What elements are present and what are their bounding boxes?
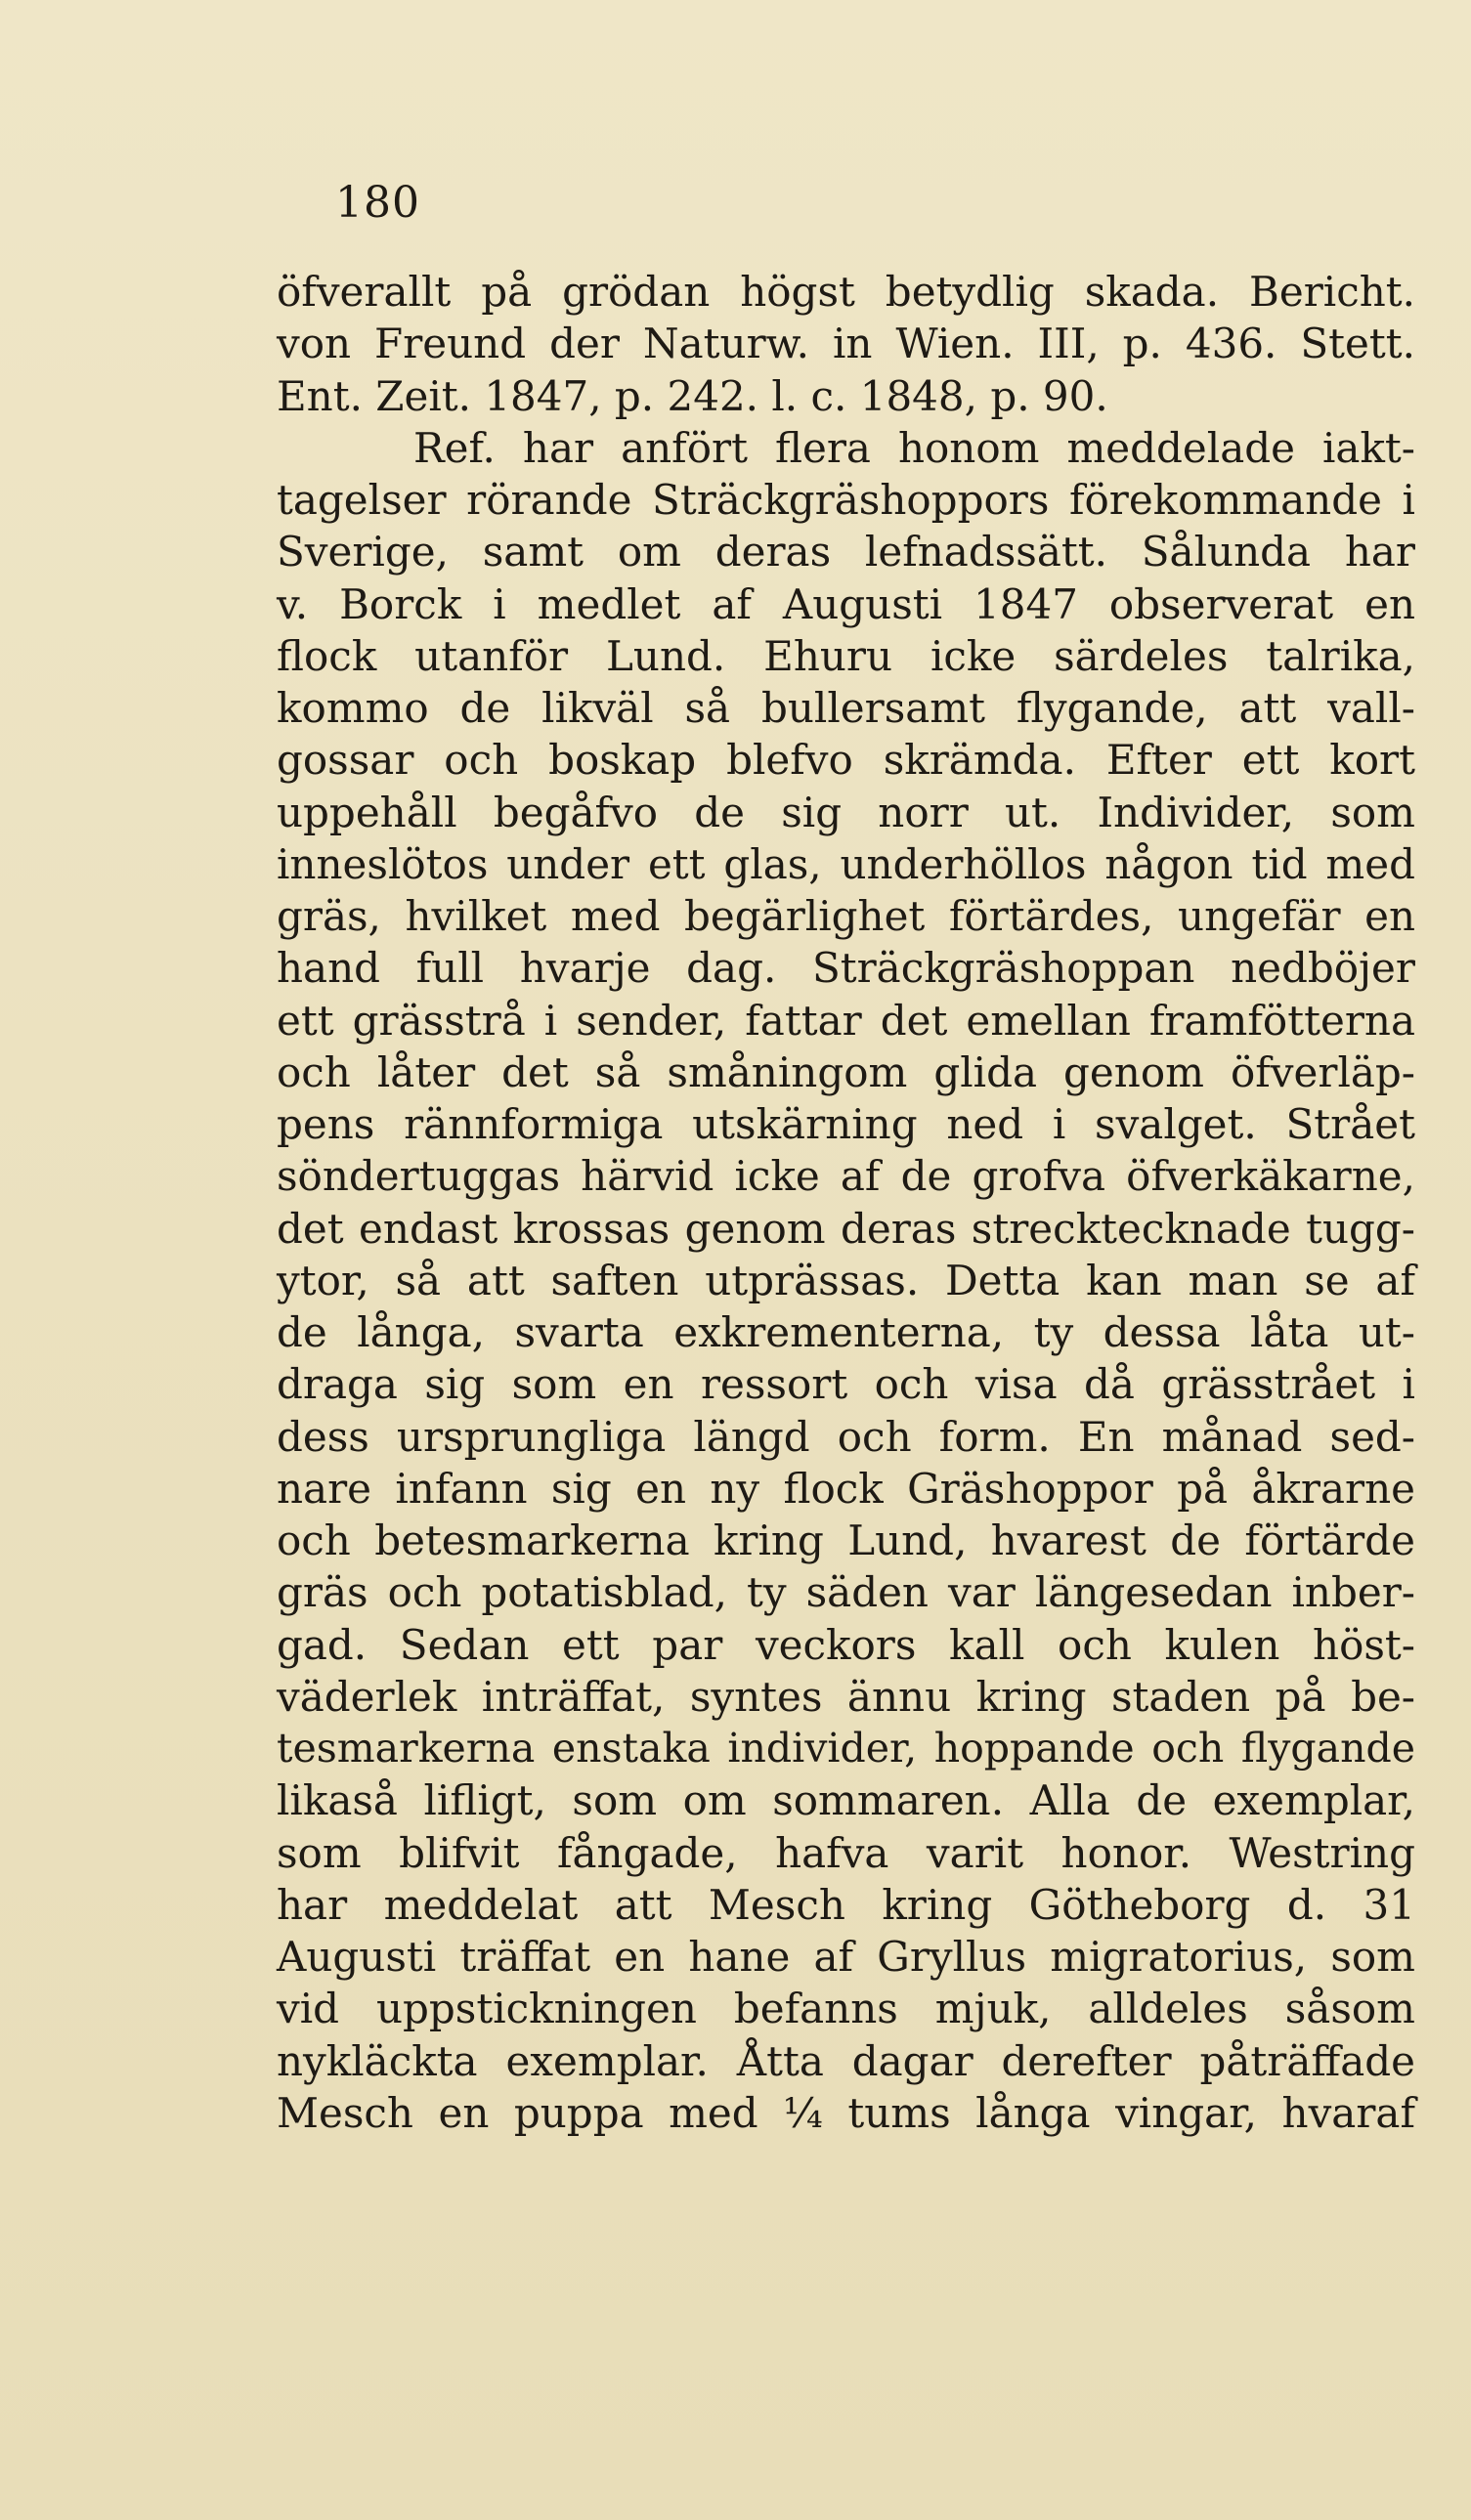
text-line: dess ursprungliga längd och form. En månad sed- (277, 1412, 1415, 1461)
page-number: 180 (335, 178, 420, 228)
text-line: kommo de likväl så bullersamt flygande, att vall- (277, 684, 1415, 732)
text-line: gad. Sedan ett par veckors kall och kulen höst- (277, 1620, 1415, 1669)
text-line: Ref. har anfört flera honom meddelade iakt- (413, 423, 1415, 472)
body-text (277, 266, 1415, 2139)
text-line: det endast krossas genom deras strecktecknade tugg- (277, 1204, 1415, 1253)
text-line: och låter det så småningom glida genom öfverläp- (277, 1047, 1415, 1096)
text-line: Augusti träffat en hane af Gryllus migratorius, som (277, 1933, 1415, 1981)
text-line: Mesch en puppa med ¼ tums långa vingar, hvaraf (277, 2088, 1415, 2137)
text-line: nykläckta exemplar. Åtta dagar derefter påträffade (277, 2036, 1415, 2085)
text-line: de långa, svarta exkrementerna, ty dessa låta ut- (277, 1308, 1415, 1356)
text-line: draga sig som en ressort och visa då grässtrået i (277, 1360, 1415, 1409)
text-line: flock utanför Lund. Ehuru icke särdeles talrika, (277, 631, 1415, 680)
text-line: gräs och potatisblad, ty säden var längesedan inber- (277, 1568, 1415, 1617)
text-line: likaså lifligt, som om sommaren. Alla de exemplar, (277, 1776, 1415, 1825)
text-line: och betesmarkerna kring Lund, hvarest de förtärde (277, 1516, 1415, 1564)
text-line: vid uppstickningen befanns mjuk, alldeles såsom (277, 1985, 1415, 2033)
text-line: Sverige, samt om deras lefnadssätt. Sålunda har (277, 528, 1415, 577)
text-line: von Freund der Naturw. in Wien. III, p. 436. Stett. (277, 320, 1415, 368)
text-line: inneslötos under ett glas, underhöllos någon tid med (277, 839, 1415, 888)
text-line: uppehåll begåfvo de sig norr ut. Individer, som (277, 788, 1415, 836)
text-line: pens rännformiga utskärning ned i svalget. Strået (277, 1100, 1415, 1148)
text-line: söndertuggas härvid icke af de grofva öfverkäkarne, (277, 1152, 1415, 1201)
text-line: v. Borck i medlet af Augusti 1847 observerat en (277, 579, 1415, 628)
text-line: väderlek inträffat, syntes ännu kring staden på be- (277, 1672, 1415, 1721)
text-line: Ent. Zeit. 1847, p. 242. l. c. 1848, p. 90. (277, 371, 1108, 420)
text-line: tesmarkerna enstaka individer, hoppande och flygande (277, 1725, 1415, 1772)
text-line: tagelser rörande Sträckgräshoppors förekommande i (277, 476, 1415, 524)
text-line: som blifvit fångade, hafva varit honor. Westring (277, 1828, 1415, 1877)
text-line: ett grässtrå i sender, fattar det emellan framfötterna (277, 996, 1415, 1045)
text-line: öfverallt på grödan högst betydlig skada. Bericht. (277, 268, 1415, 316)
text-line: nare infann sig en ny flock Gräshoppor på åkrarne (277, 1464, 1415, 1513)
text-line: ytor, så att saften utprässas. Detta kan man se af (277, 1256, 1415, 1304)
text-line: gossar och boskap blefvo skrämda. Efter ett kort (277, 736, 1415, 785)
text-line: har meddelat att Mesch kring Götheborg d. 31 (277, 1880, 1415, 1929)
text-line: hand full hvarje dag. Sträckgräshoppan nedböjer (277, 944, 1415, 993)
text-line: gräs, hvilket med begärlighet förtärdes, ungefär en (277, 892, 1415, 940)
